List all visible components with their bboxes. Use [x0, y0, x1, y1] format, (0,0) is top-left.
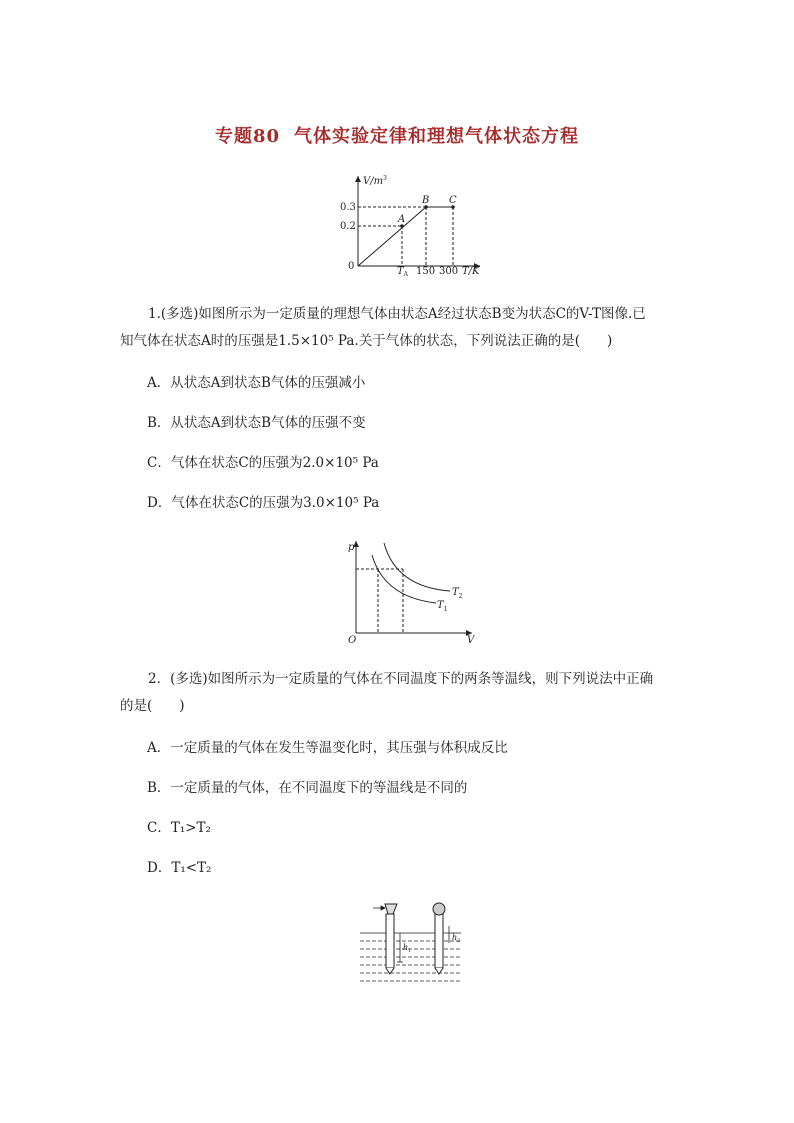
q2-option-a: A．一定质量的气体在发生等温变化时，其压强与体积成反比 [147, 740, 508, 756]
q2-option-d: D．T₁<T₂ [147, 860, 212, 876]
y-axis-label: $V/m^3$ [363, 175, 387, 187]
segment-ab [358, 207, 426, 266]
figure-pv-isotherms [340, 535, 480, 647]
figure-tubes-in-liquid [355, 898, 465, 986]
right-tube [435, 914, 443, 968]
x-tick-150: 150 [416, 266, 436, 277]
q1-text-line1: 1.(多选)如图所示为一定质量的理想气体由状态A经过状态B变为状态C的V-T图像.已 [148, 306, 646, 322]
isotherm-t2 [384, 543, 450, 591]
figure-vt-graph [330, 170, 490, 280]
topic-number: 专题80 [214, 126, 281, 147]
q2-text-line2: 的是( ) [120, 698, 185, 714]
y-tick-02: 0.2 [340, 221, 356, 232]
origin-label: O [348, 635, 357, 646]
q1-text-line2: 知气体在状态A时的压强是1.5×10⁵ Pa.关于气体的状态，下列说法正确的是( ) [120, 333, 613, 349]
right-bulb [433, 903, 445, 915]
q1-option-c: C．气体在状态C的压强为2.0×10⁵ Pa [147, 455, 379, 471]
q1-option-d: D．气体在状态C的压强为3.0×10⁵ Pa [147, 495, 380, 511]
q2-text-line1: 2．(多选)如图所示为一定质量的气体在不同温度下的两条等温线，则下列说法中正确 [148, 671, 654, 687]
label-h1: $h_1$ [403, 943, 412, 954]
point-b-label: B [422, 195, 430, 206]
label-t1: $T_1$ [437, 600, 448, 613]
q2-option-b: B．一定质量的气体，在不同温度下的等温线是不同的 [147, 780, 468, 796]
point-a-label: A [398, 214, 406, 225]
y-axis-label: p [348, 542, 355, 553]
q2-option-c: C．T₁>T₂ [147, 820, 211, 836]
origin-label: 0 [348, 261, 355, 272]
x-axis-label: V [467, 635, 475, 646]
x-tick-ta: $T_A$ [397, 266, 409, 278]
label-t2: $T_2$ [452, 587, 463, 600]
left-stopper [385, 904, 397, 914]
page-title [0, 122, 794, 148]
liquid-surface-lines [360, 933, 461, 981]
topic-title: 气体实验定律和理想气体状态方程 [294, 126, 580, 147]
left-tube [386, 914, 394, 968]
isotherm-t1 [372, 555, 436, 603]
q1-option-a: A．从状态A到状态B气体的压强减小 [147, 375, 366, 391]
x-axis-label: T/K [462, 266, 480, 277]
x-tick-300: 300 [439, 266, 459, 277]
point-c-label: C [449, 195, 457, 206]
q1-option-b: B．从状态A到状态B气体的压强不变 [147, 415, 366, 431]
label-h2: $h_2$ [452, 933, 461, 944]
y-tick-03: 0.3 [340, 202, 356, 213]
